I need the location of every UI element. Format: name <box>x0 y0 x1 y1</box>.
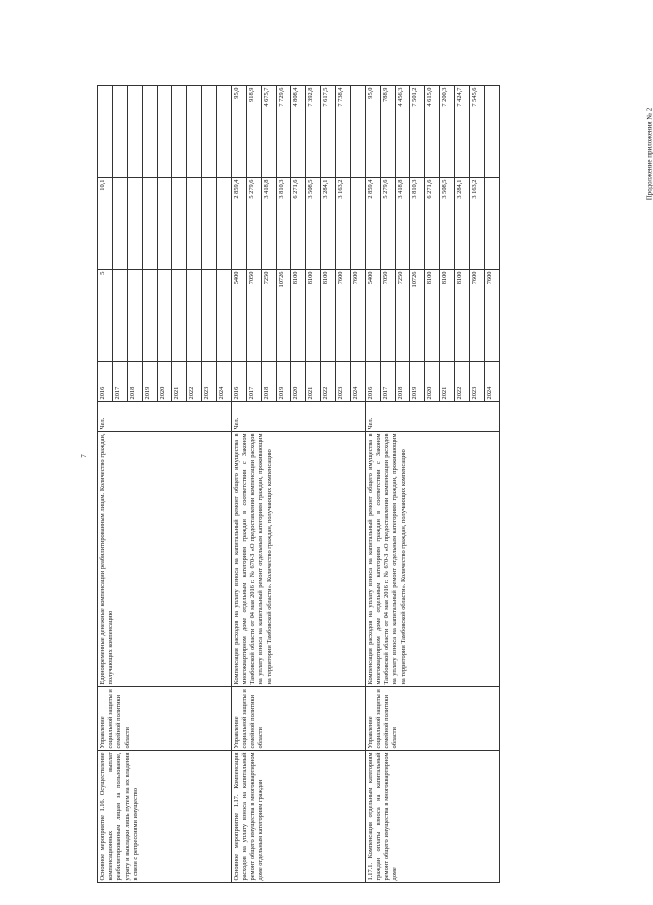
value-cell: 7600 <box>336 270 351 362</box>
value-cell <box>172 178 187 270</box>
value-cell: 7600 <box>350 270 365 362</box>
value-cell: 5 279,6 <box>246 178 261 270</box>
value-cell: 5400 <box>231 270 246 362</box>
year-cell: 2024 <box>217 362 232 402</box>
year-cell: 2016 <box>231 362 246 402</box>
value-cell: 7600 <box>484 270 499 362</box>
value-cell: 4 675,7 <box>261 86 276 178</box>
indicator-cell: Компенсация расходов на уплату взноса на капитальный ремонт общего имущества в многоквартирном доме отдельным категориям граждан в соответствии с Законом Тамбовской области от 04 мая 2016 г. № 670-З «О предоставлении компенсации расходов на уплату взноса на капитальный ремонт отдельным категориям граждан, проживающим на территории Тамбовской области». Количество граждан, получающих компенсацию <box>231 432 365 687</box>
value-cell: 10726 <box>276 270 291 362</box>
value-cell: 5400 <box>365 270 380 362</box>
value-cell <box>127 178 142 270</box>
value-cell <box>202 270 217 362</box>
value-cell: 7 738,4 <box>336 86 351 178</box>
value-cell: 3 418,8 <box>261 178 276 270</box>
value-cell: 7 501,2 <box>410 86 425 178</box>
value-cell: 7050 <box>246 270 261 362</box>
value-cell: 3 508,5 <box>440 178 455 270</box>
value-cell: 7 424,7 <box>455 86 470 178</box>
year-cell: 2021 <box>172 362 187 402</box>
value-cell <box>484 86 499 178</box>
value-cell <box>98 86 113 178</box>
value-cell <box>350 86 365 178</box>
value-cell <box>187 270 202 362</box>
year-cell: 2020 <box>291 362 306 402</box>
year-cell: 2020 <box>425 362 440 402</box>
value-cell: 3 284,1 <box>455 178 470 270</box>
unit-cell: Чел. <box>231 402 365 432</box>
indicator-cell: Единовременные денежные компенсации реабилитированным лицам. Количество граждан, получающих компенсацию <box>98 432 232 687</box>
value-cell: 3 418,8 <box>395 178 410 270</box>
value-cell <box>142 270 157 362</box>
year-cell: 2017 <box>112 362 127 402</box>
value-cell: 3 163,2 <box>336 178 351 270</box>
value-cell <box>187 86 202 178</box>
value-cell <box>127 86 142 178</box>
value-cell: 10726 <box>410 270 425 362</box>
measure-cell: Основное мероприятие 1.16. Осуществление компенсационных выплат реабилитированным лицам за пользование, утрату и выкладки лишь путем на их владения в связи с репрессиями имущество <box>98 751 232 883</box>
table-row <box>98 86 113 883</box>
year-cell: 2019 <box>410 362 425 402</box>
value-cell: 918,9 <box>246 86 261 178</box>
value-cell: 7050 <box>380 270 395 362</box>
year-cell: 2022 <box>187 362 202 402</box>
value-cell: 4 456,3 <box>395 86 410 178</box>
value-cell: 4 808,4 <box>291 86 306 178</box>
value-cell <box>142 86 157 178</box>
value-cell: 5 <box>98 270 113 362</box>
year-cell: 2024 <box>484 362 499 402</box>
value-cell: 2 859,4 <box>231 178 246 270</box>
executor-cell: Управление социальной защиты и семейной политики области <box>365 687 499 751</box>
document-page <box>97 87 500 883</box>
value-cell: 6 271,6 <box>425 178 440 270</box>
value-cell <box>127 270 142 362</box>
year-cell: 2021 <box>306 362 321 402</box>
value-cell: 3 810,3 <box>276 178 291 270</box>
value-cell: 788,9 <box>380 86 395 178</box>
measure-cell: Основное мероприятие 1.17. Компенсация расходов на уплату взноса на капитальный ремонт общего имущества в многоквартирном доме отдельным категориям граждан <box>231 751 365 883</box>
value-cell <box>142 178 157 270</box>
value-cell: 10,1 <box>98 178 113 270</box>
value-cell: 3 810,3 <box>410 178 425 270</box>
year-cell: 2018 <box>261 362 276 402</box>
value-cell: 8100 <box>440 270 455 362</box>
value-cell: 8100 <box>455 270 470 362</box>
value-cell: 2 859,4 <box>365 178 380 270</box>
value-cell <box>484 178 499 270</box>
value-cell: 7600 <box>469 270 484 362</box>
year-cell: 2023 <box>202 362 217 402</box>
year-cell: 2020 <box>157 362 172 402</box>
value-cell: 3 284,1 <box>321 178 336 270</box>
value-cell: 7 729,6 <box>276 86 291 178</box>
value-cell: 4 615,0 <box>425 86 440 178</box>
value-cell: 7 617,5 <box>321 86 336 178</box>
value-cell: 3 508,5 <box>306 178 321 270</box>
year-cell: 2023 <box>336 362 351 402</box>
value-cell <box>157 178 172 270</box>
table-row <box>365 86 380 883</box>
year-cell: 2023 <box>469 362 484 402</box>
continuation-label: Продолжение приложения № 2 <box>645 107 653 201</box>
value-cell: 3 163,2 <box>469 178 484 270</box>
year-cell: 2022 <box>455 362 470 402</box>
value-cell: 7 545,6 <box>469 86 484 178</box>
year-cell: 2024 <box>350 362 365 402</box>
rotated-table-frame <box>97 87 500 883</box>
value-cell <box>187 178 202 270</box>
year-cell: 2018 <box>127 362 142 402</box>
year-cell: 2016 <box>98 362 113 402</box>
indicator-cell: Компенсация расходов на уплату взноса на капитальный ремонт общего имущества в многоквартирном доме отдельным категориям граждан в соответствии с Законом Тамбовской области от 04 мая 2016 г. № 670-З «О предоставлении компенсации расходов на уплату взноса на капитальный ремонт отдельным категориям граждан, проживающим на территории Тамбовской области». Количество граждан, получающих компенсацию <box>365 432 499 687</box>
value-cell <box>112 86 127 178</box>
value-cell <box>217 270 232 362</box>
value-cell: 8100 <box>291 270 306 362</box>
value-cell: 5 279,6 <box>380 178 395 270</box>
year-cell: 2017 <box>246 362 261 402</box>
value-cell <box>157 86 172 178</box>
value-cell <box>172 86 187 178</box>
year-cell: 2018 <box>395 362 410 402</box>
year-cell: 2019 <box>276 362 291 402</box>
executor-cell: Управление социальной защиты и семейной политики области <box>98 687 232 751</box>
value-cell <box>350 178 365 270</box>
page-number: 7 <box>79 454 88 458</box>
value-cell <box>217 86 232 178</box>
value-cell: 8100 <box>425 270 440 362</box>
year-cell: 2022 <box>321 362 336 402</box>
table-row <box>231 86 246 883</box>
value-cell: 7250 <box>261 270 276 362</box>
program-table <box>97 85 500 883</box>
value-cell: 7250 <box>395 270 410 362</box>
value-cell <box>157 270 172 362</box>
value-cell <box>202 178 217 270</box>
measure-cell: 1.17.1. Компенсация отдельным категориям граждан оплаты взноса на капитальный ремонт общего имущества в многоквартирном доме <box>365 751 499 883</box>
year-cell: 2021 <box>440 362 455 402</box>
value-cell: 7 392,8 <box>306 86 321 178</box>
table-body <box>98 86 500 883</box>
year-cell: 2019 <box>142 362 157 402</box>
value-cell: 8100 <box>321 270 336 362</box>
value-cell <box>172 270 187 362</box>
value-cell: 95,0 <box>365 86 380 178</box>
unit-cell: Чел. <box>365 402 499 432</box>
value-cell <box>217 178 232 270</box>
value-cell <box>112 178 127 270</box>
value-cell: 7 200,3 <box>440 86 455 178</box>
value-cell <box>202 86 217 178</box>
executor-cell: Управление социальной защиты и семейной политики области <box>231 687 365 751</box>
value-cell: 6 271,6 <box>291 178 306 270</box>
year-cell: 2016 <box>365 362 380 402</box>
value-cell <box>112 270 127 362</box>
value-cell: 8100 <box>306 270 321 362</box>
value-cell: 95,0 <box>231 86 246 178</box>
unit-cell: Чел. <box>98 402 232 432</box>
year-cell: 2017 <box>380 362 395 402</box>
